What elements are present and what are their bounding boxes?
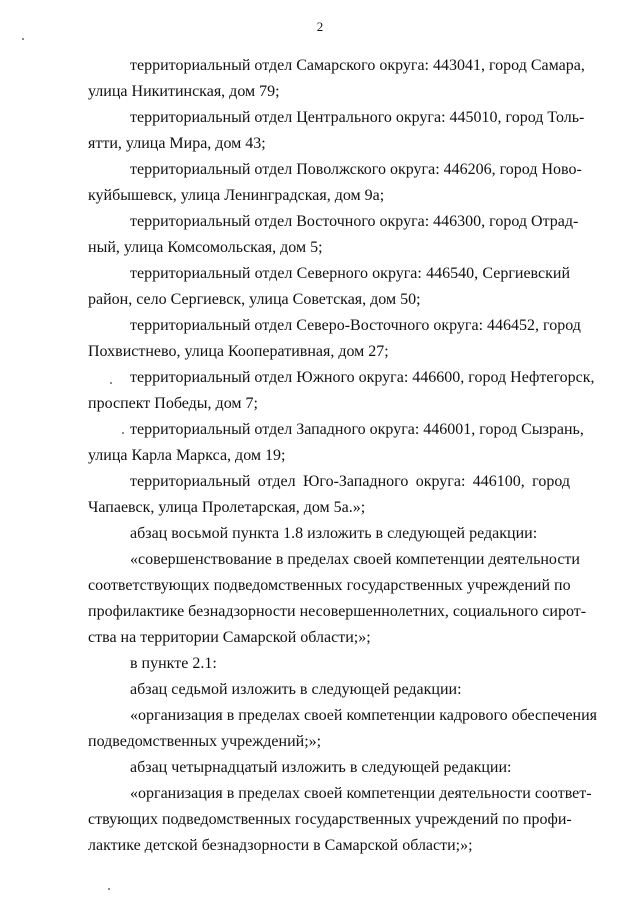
text-line: район, село Сергиевск, улица Советская, дом 50; (88, 291, 421, 308)
scan-speck (110, 382, 112, 384)
text-line: проспект Победы, дом 7; (88, 395, 258, 412)
page-number: 2 (316, 19, 324, 34)
text-line: территориальный отдел Юго-Западного округа: 446100, город (130, 473, 570, 490)
text-line: «организация в пределах своей компетенции деятельности соответ- (130, 785, 592, 802)
text-line: Похвистнево, улица Кооперативная, дом 27; (88, 343, 389, 360)
text-line: в пункте 2.1: (130, 655, 217, 672)
text-line: абзац седьмой изложить в следующей редакции: (130, 681, 462, 698)
text-line: территориальный отдел Северного округа: 446540, Сергиевский (130, 265, 570, 282)
text-line: улица Никитинская, дом 79; (88, 83, 280, 100)
scan-speck (108, 888, 110, 890)
text-line: территориальный отдел Восточного округа: 446300, город Отрад- (130, 213, 579, 230)
text-line: территориальный отдел Центрального округа: 445010, город Толь- (130, 109, 585, 126)
text-line: ятти, улица Мира, дом 43; (88, 135, 266, 152)
text-line: «организация в пределах своей компетенции кадрового обеспечения (130, 707, 598, 724)
text-line: подведомственных учреждений;»; (88, 733, 322, 750)
text-line: территориальный отдел Южного округа: 446600, город Нефтегорск, (130, 369, 595, 386)
text-line: лактике детской безнадзорности в Самарской области;»; (88, 837, 473, 854)
text-line: абзац четырнадцатый изложить в следующей редакции: (130, 759, 512, 776)
text-line: территориальный отдел Самарского округа: 443041, город Самара, (130, 57, 585, 74)
text-line: «совершенствование в пределах своей компетенции деятельности (130, 551, 580, 568)
text-line: абзац восьмой пункта 1.8 изложить в следующей редакции: (130, 525, 538, 542)
text-line: куйбышевск, улица Ленинградская, дом 9а; (88, 187, 385, 204)
text-line: ный, улица Комсомольская, дом 5; (88, 239, 323, 256)
text-line: ствующих подведомственных государственных учреждений по профи- (88, 811, 572, 828)
text-line: соответствующих подведомственных государственных учреждений по (88, 577, 571, 594)
scan-speck (22, 38, 24, 40)
text-line: территориальный отдел Северо-Восточного округа: 446452, город (130, 317, 581, 334)
text-line: территориальный отдел Поволжского округа: 446206, город Ново- (130, 161, 582, 178)
text-line: улица Карла Маркса, дом 19; (88, 447, 286, 464)
text-line: территориальный отдел Западного округа: 446001, город Сызрань, (130, 421, 584, 438)
text-line: Чапаевск, улица Пролетарская, дом 5а.»; (88, 499, 366, 516)
text-line: профилактике безнадзорности несовершеннолетних, социального сирот- (88, 603, 587, 620)
text-line: ства на территории Самарской области;»; (88, 629, 371, 646)
scan-speck (122, 432, 124, 434)
